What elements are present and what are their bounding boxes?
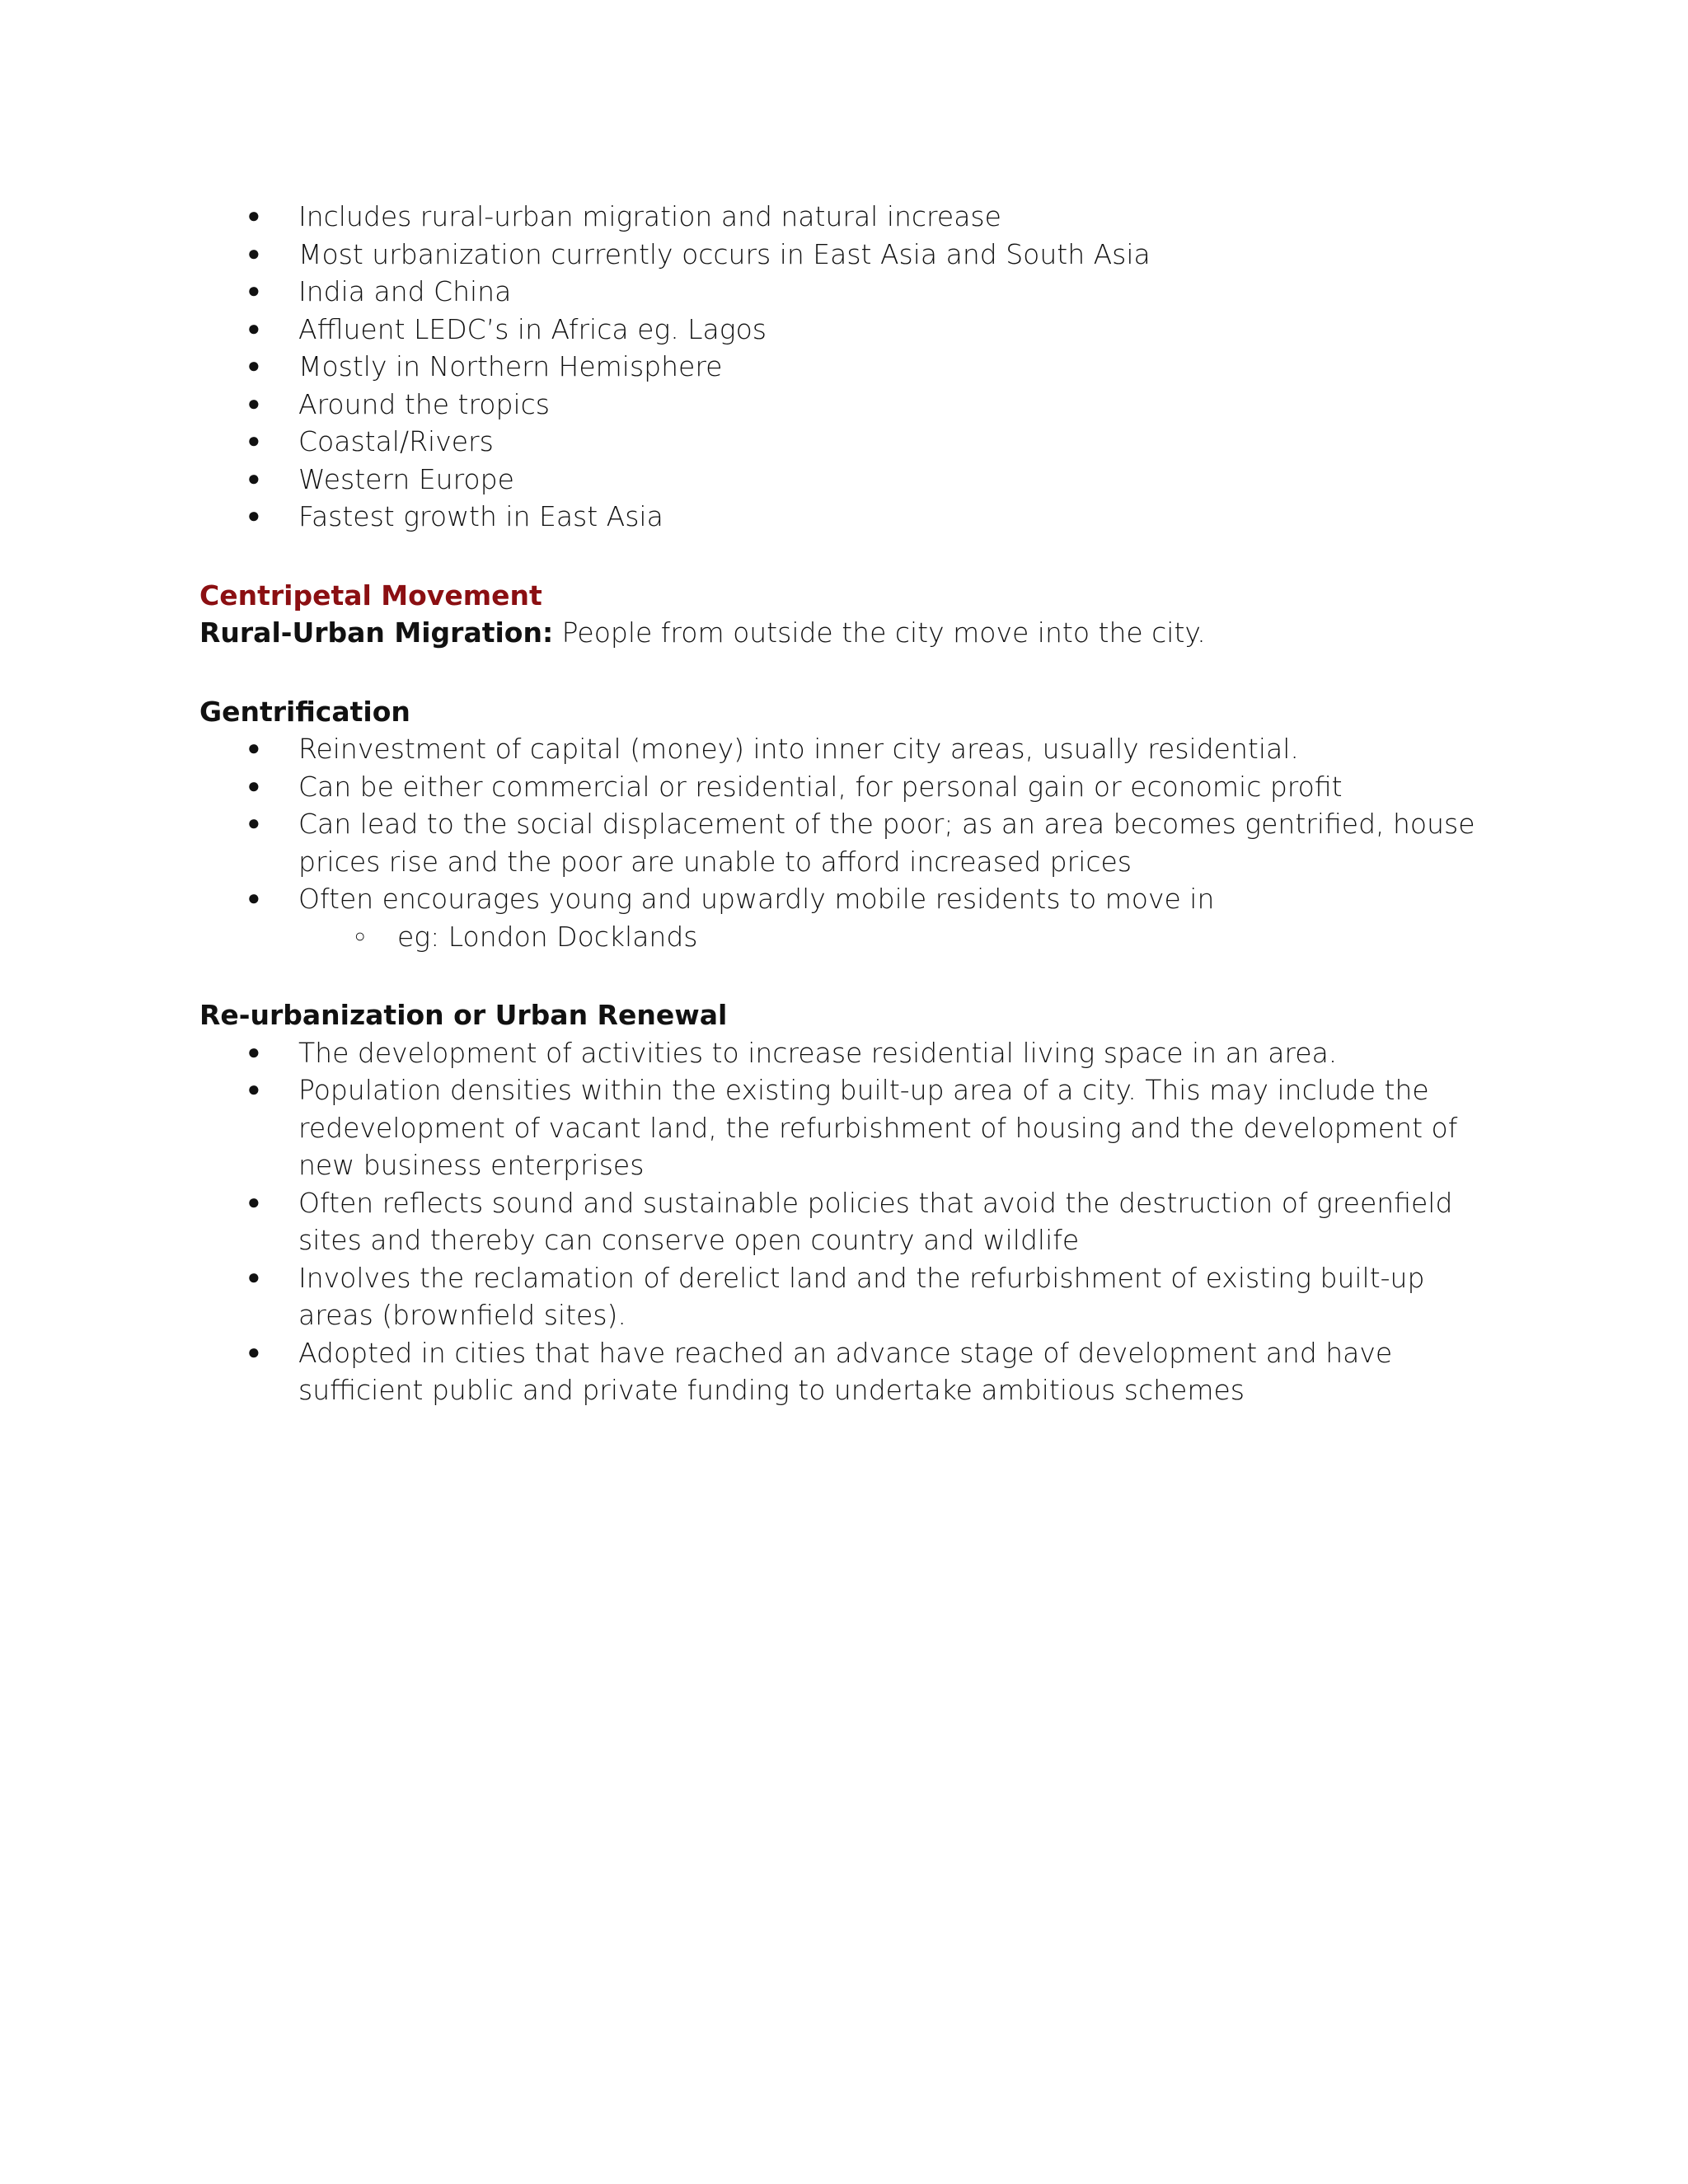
- intro-list: [199, 198, 1502, 536]
- list-item: ● Adopted in cities that have reached an advance stage of development and have sufficient public and private funding to undertake ambitious schemes: [199, 1334, 1502, 1409]
- list-item-text: Often encourages young and upwardly mobile residents to move in: [298, 883, 1215, 915]
- section-spacer: [199, 955, 1502, 996]
- reurbanization-heading: Re-urbanization or Urban Renewal: [199, 999, 728, 1031]
- list-item: ● Involves the reclamation of derelict land and the refurbishment of existing built-up areas (brownfield sites).: [199, 1259, 1502, 1334]
- list-item: ● Often reflects sound and sustainable policies that avoid the destruction of greenfield sites and thereby can conserve open country and wildlife: [199, 1184, 1502, 1259]
- centripetal-heading: Centripetal Movement: [199, 579, 542, 612]
- list-item: ● Affluent LEDC’s in Africa eg. Lagos: [199, 311, 1502, 349]
- list-item: ● Fastest growth in East Asia: [199, 498, 1502, 536]
- gentrification-sublist: [298, 918, 1502, 956]
- centripetal-definition: [199, 614, 1502, 652]
- section-spacer: [199, 652, 1502, 693]
- list-item: ● The development of activities to increase residential living space in an area.: [199, 1034, 1502, 1072]
- document-page: [199, 198, 1502, 1409]
- list-item: ● Most urbanization currently occurs in East Asia and South Asia: [199, 236, 1502, 274]
- definition-term: Rural-Urban Migration:: [199, 616, 554, 649]
- list-item: ● Can be either commercial or residential, for personal gain or economic profit: [199, 768, 1502, 806]
- gentrification-heading: Gentrification: [199, 695, 410, 728]
- list-item: ● India and China: [199, 273, 1502, 311]
- definition-text: People from outside the city move into the city.: [561, 616, 1206, 649]
- list-item: ● Population densities within the existing built-up area of a city. This may include the redevelopment of vacant land, the refurbishment of housing and the development of new business enterprises: [199, 1071, 1502, 1184]
- list-item: ● Around the tropics: [199, 386, 1502, 424]
- list-item: ● Can lead to the social displacement of the poor; as an area becomes gentrified, house prices rise and the poor are unable to afford increased prices: [199, 805, 1502, 880]
- list-item: ● Reinvestment of capital (money) into inner city areas, usually residential.: [199, 730, 1502, 768]
- list-item: ● Western Europe: [199, 461, 1502, 499]
- gentrification-list: [199, 730, 1502, 955]
- list-item: ● Mostly in Northern Hemisphere: [199, 348, 1502, 386]
- sub-list-item: ○ eg: London Docklands: [298, 918, 1502, 956]
- list-item: [199, 880, 1502, 955]
- list-item: ● Coastal/Rivers: [199, 423, 1502, 461]
- list-item: ● Includes rural-urban migration and natural increase: [199, 198, 1502, 236]
- reurbanization-list: [199, 1034, 1502, 1409]
- section-spacer: [199, 536, 1502, 577]
